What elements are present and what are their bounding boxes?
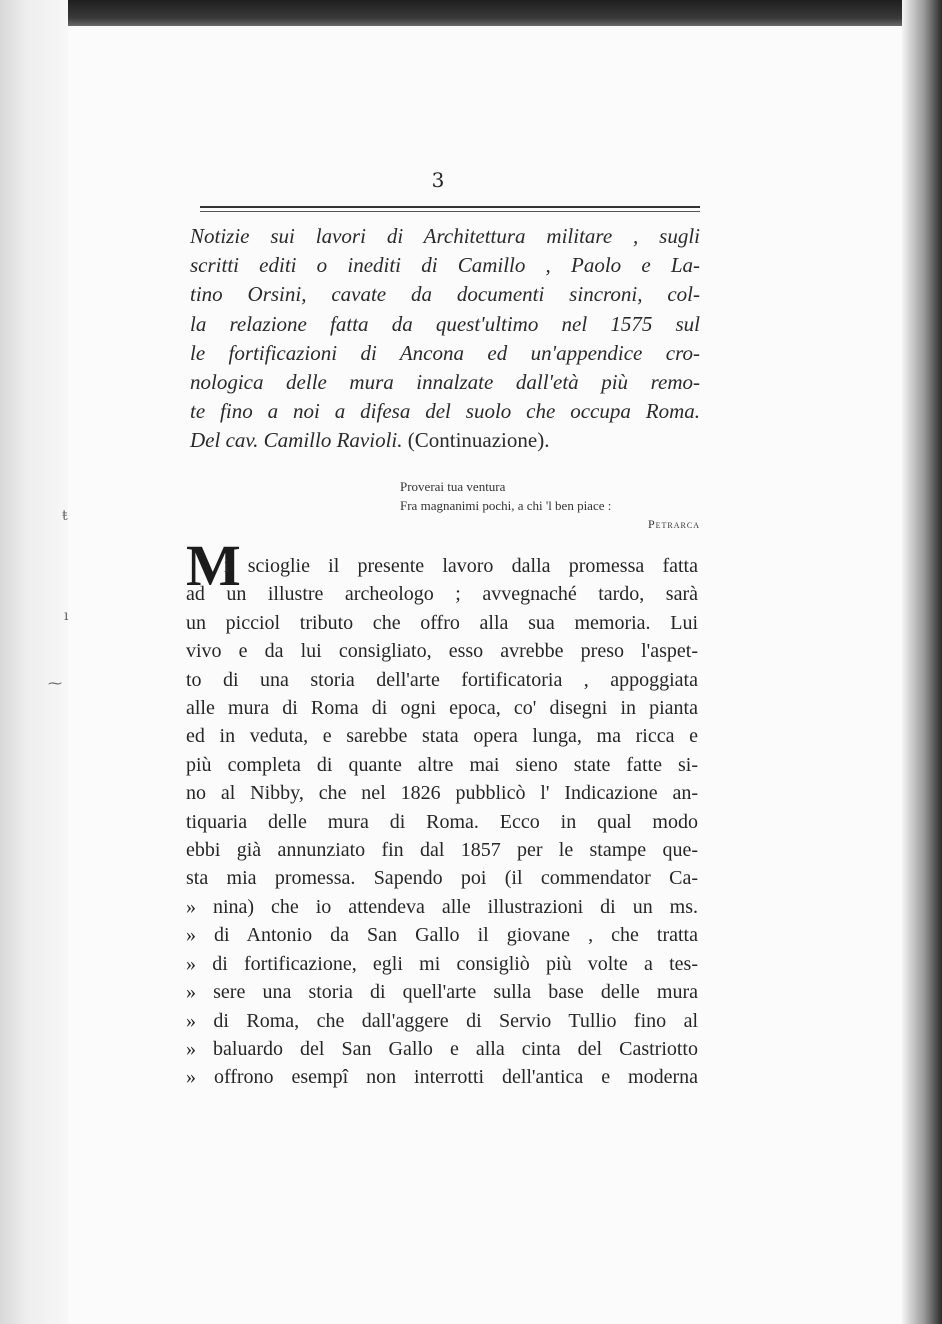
- body-line: ed in veduta, e sarebbe stata opera lunga, ma ricca e: [186, 725, 698, 748]
- title-line: te fino a noi a difesa del suolo che occupa Roma.: [190, 399, 700, 424]
- body-line: » baluardo del San Gallo e alla cinta del Castriotto: [186, 1037, 698, 1060]
- title-author: Del cav. Camillo Ravioli.: [190, 428, 403, 453]
- body-line: un picciol tributo che offro alla sua memoria. Lui: [186, 611, 698, 634]
- body-line: i sciogli​e il presente lavoro dalla promessa fatta: [224, 555, 698, 577]
- scan-border-right: [902, 0, 942, 1324]
- epigraph-line-1: Proverai tua ventura: [400, 479, 506, 494]
- title-line: scritti editi o inediti di Camillo , Paolo e La-: [190, 253, 700, 278]
- body-line: no al Nibby, che nel 1826 pubblicò l' Indicazione an-: [186, 782, 698, 805]
- body-line: sta mia promessa. Sapendo poi (il commendator Ca-: [186, 867, 698, 890]
- epigraph: [400, 477, 700, 534]
- page-number: 3: [431, 168, 445, 192]
- epigraph-author: Petrarca: [647, 517, 700, 531]
- article-title: [190, 222, 700, 456]
- body-line: » offrono esempî non interrotti dell'antica e moderna: [186, 1066, 698, 1089]
- body-line: vivo e da lui consigliato, esso avrebbe preso l'aspet-: [186, 640, 698, 663]
- body-line: » nina) che io attendeva alle illustrazioni di un ms.: [186, 895, 698, 918]
- body-line: » di Roma, che dall'aggere di Servio Tullio fino al: [186, 1009, 698, 1032]
- body-text: [186, 552, 698, 1092]
- epigraph-line-2: Fra magnanimi pochi, a chi 'l ben piace :: [400, 498, 612, 513]
- scan-border-top: [0, 0, 942, 26]
- header-rule: [200, 206, 700, 208]
- body-line: » di Antonio da San Gallo il giovane , che tratta: [186, 924, 698, 947]
- body-line: alle mura di Roma di ogni epoca, co' disegni in pianta: [186, 697, 698, 720]
- body-line: più completa di quante altre mai sieno state fatte si-: [186, 753, 698, 776]
- body-line: » sere una storia di quell'arte sulla base delle mura: [186, 981, 698, 1004]
- drop-cap: M: [186, 533, 241, 598]
- body-line: ebbi già annunziato fin dal 1857 per le stampe que-: [186, 839, 698, 862]
- body-line: to di una storia dell'arte fortificatoria , appoggiata: [186, 668, 698, 691]
- scan-speck: ŧ: [62, 508, 68, 524]
- body-line: ad un illustre archeologo ; avvegnaché tardo, sarà: [186, 583, 698, 606]
- header-rule-thin: [200, 211, 700, 212]
- title-line: la relazione fatta da quest'ultimo nel 1575 sul: [190, 311, 700, 336]
- title-line: le fortificazioni di Ancona ed un'appendice cro-: [190, 340, 700, 365]
- scan-speck: ⁓: [48, 676, 62, 692]
- body-line: tiquaria delle mura di Roma. Ecco in qual modo: [186, 810, 698, 833]
- scan-border-left: [0, 0, 68, 1324]
- title-continuation: (Continuazione).: [402, 428, 550, 453]
- title-line: nologica delle mura innalzate dall'età più remo-: [190, 370, 700, 395]
- body-line: » di fortificazione, egli mi consigliò più volte a tes-: [186, 952, 698, 975]
- title-line: Notizie sui lavori di Architettura militare , sugli: [190, 224, 700, 248]
- title-author-line: [190, 426, 700, 455]
- scan-speck: ı: [64, 608, 69, 624]
- title-line: tino Orsini, cavate da documenti sincroni, col-: [190, 282, 700, 307]
